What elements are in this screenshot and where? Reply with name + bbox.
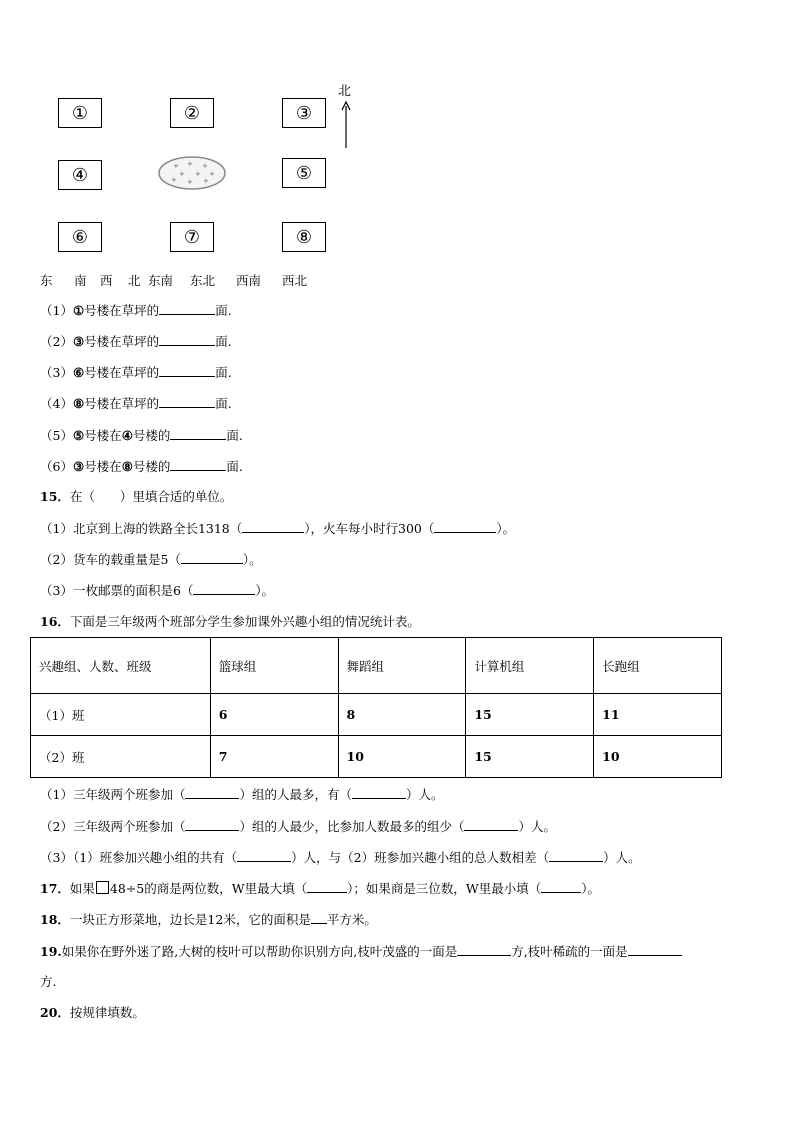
- item-prefix: （5）: [40, 428, 73, 443]
- item-prefix: （4）: [40, 396, 73, 411]
- building-number: ⑧: [72, 396, 85, 411]
- svg-text:+: +: [209, 170, 215, 178]
- q15-sub-1: [40, 520, 515, 537]
- item-text: 号楼的: [132, 459, 171, 474]
- question-text: 如果你在野外迷了路,大树的枝叶可以帮助你识别方向,枝叶茂盛的一面是: [61, 944, 458, 959]
- table-row: [31, 694, 722, 736]
- svg-text:+: +: [171, 176, 177, 184]
- answer-blank[interactable]: [193, 582, 255, 595]
- svg-text:+: +: [202, 162, 208, 170]
- sub-text: ）。: [242, 552, 262, 567]
- building-3-box: [282, 98, 326, 128]
- building-5-box: [282, 158, 326, 188]
- answer-blank[interactable]: [159, 395, 215, 408]
- direction-option: 西南: [236, 273, 262, 288]
- building-5-label: ⑤: [295, 162, 313, 184]
- building-number: ③: [72, 459, 85, 474]
- question-text: ）；如果商是三位数，W里最小填（: [347, 881, 542, 896]
- sub-text: ），火车每小时行300（: [304, 521, 435, 536]
- q16-sub-2: [40, 818, 556, 835]
- question-number: 15．: [40, 489, 70, 504]
- sub-text: （2）三年级两个班参加（: [40, 819, 186, 834]
- building-number: ③: [72, 334, 85, 349]
- answer-blank[interactable]: [159, 333, 215, 346]
- item-prefix: （6）: [40, 459, 73, 474]
- table-cell: 10: [594, 736, 722, 778]
- answer-blank[interactable]: [185, 786, 239, 799]
- item-text: 号楼在草坪的: [84, 396, 160, 411]
- question-text: 方.: [40, 974, 57, 989]
- item-text: 号楼的: [132, 428, 171, 443]
- answer-blank[interactable]: [170, 458, 226, 471]
- svg-text:+: +: [173, 162, 179, 170]
- answer-blank[interactable]: [464, 818, 518, 831]
- q14-item-4: [40, 395, 232, 412]
- sub-text: ）组的人最多，有（: [239, 787, 352, 802]
- item-text: 面.: [226, 428, 243, 443]
- table-header-cell: 兴趣组、人数、班级: [31, 638, 211, 694]
- answer-blank[interactable]: [237, 849, 291, 862]
- item-text: 号楼在草坪的: [84, 334, 160, 349]
- sub-text: ）。: [496, 521, 516, 536]
- table-row: [31, 736, 722, 778]
- direction-option: 东: [40, 273, 53, 288]
- sub-text: （1）北京到上海的铁路全长1318（: [40, 521, 243, 536]
- stats-table: [30, 637, 722, 778]
- q17: [40, 880, 600, 897]
- table-header-cell: 篮球组: [210, 638, 338, 694]
- blank-square-icon: [96, 881, 109, 894]
- table-cell: 10: [338, 736, 466, 778]
- q19: [40, 943, 682, 960]
- building-3-label: ③: [295, 102, 313, 124]
- question-number: 20．: [40, 1005, 70, 1020]
- building-1-label: ①: [71, 102, 89, 124]
- sub-text: ）人。: [603, 850, 641, 865]
- answer-blank[interactable]: [549, 849, 603, 862]
- building-8-label: ⑧: [295, 226, 313, 248]
- answer-blank[interactable]: [159, 302, 215, 315]
- item-prefix: （2）: [40, 334, 73, 349]
- direction-option: 西北: [282, 273, 308, 288]
- question-number: 19.: [40, 944, 62, 959]
- direction-option: 东南: [148, 273, 174, 288]
- sub-text: （3）（1）班参加兴趣小组的共有（: [40, 850, 238, 865]
- sub-text: ）组的人最少，比参加人数最多的组少（: [239, 819, 465, 834]
- q20: [40, 1005, 145, 1021]
- q15-sub-2: [40, 551, 262, 568]
- question-text: 48÷5的商是两位数，W里最大填（: [109, 881, 308, 896]
- building-4-label: ④: [71, 164, 89, 186]
- q18: [40, 911, 377, 928]
- q14-item-2: [40, 333, 232, 350]
- item-text: 面.: [215, 334, 232, 349]
- q16-sub-3: [40, 849, 641, 866]
- lawn-ellipse: [157, 155, 227, 191]
- table-cell: 6: [210, 694, 338, 736]
- item-text: 面.: [215, 365, 232, 380]
- q16-sub-1: [40, 786, 444, 803]
- table-cell: 8: [338, 694, 466, 736]
- north-label: 北: [338, 84, 352, 99]
- answer-blank[interactable]: [628, 943, 682, 956]
- item-text: 号楼在: [84, 428, 122, 443]
- building-2-label: ②: [183, 102, 201, 124]
- svg-text:+: +: [187, 160, 193, 168]
- question-number: 18．: [40, 912, 70, 927]
- q16-title: [40, 614, 420, 630]
- item-text: 面.: [215, 396, 232, 411]
- answer-blank[interactable]: [181, 551, 243, 564]
- question-text: 方,枝叶稀疏的一面是: [511, 944, 628, 959]
- direction-option: 西: [100, 273, 113, 288]
- item-text: 面.: [226, 459, 243, 474]
- q15-title: [40, 489, 232, 505]
- item-prefix: （3）: [40, 365, 73, 380]
- q15-sub-3: [40, 582, 274, 599]
- question-text: 如果: [69, 881, 95, 896]
- building-6-label: ⑥: [71, 226, 89, 248]
- direction-options: [40, 271, 307, 289]
- q14-item-5: [40, 427, 243, 444]
- building-4-box: [58, 160, 102, 190]
- table-cell: 15: [466, 694, 594, 736]
- answer-blank[interactable]: [457, 943, 511, 956]
- sub-text: ）人，与（2）班参加兴趣小组的总人数相差（: [291, 850, 550, 865]
- sub-text: ）人。: [405, 787, 444, 802]
- answer-blank[interactable]: [170, 427, 226, 440]
- answer-blank[interactable]: [541, 880, 581, 893]
- q14-item-1: [40, 302, 232, 319]
- table-header-row: [31, 638, 722, 694]
- table-cell: 7: [210, 736, 338, 778]
- direction-option: 东北: [190, 273, 216, 288]
- sub-text: （2）货车的载重量是5（: [40, 552, 181, 567]
- answer-blank[interactable]: [159, 364, 215, 377]
- sub-text: （1）三年级两个班参加（: [40, 787, 186, 802]
- sub-text: ）。: [255, 583, 275, 598]
- table-header-cell: 计算机组: [466, 638, 594, 694]
- svg-text:+: +: [187, 178, 193, 186]
- table-cell: （1）班: [31, 694, 211, 736]
- table-header-cell: 舞蹈组: [338, 638, 466, 694]
- table-cell: （2）班: [31, 736, 211, 778]
- answer-blank[interactable]: [311, 911, 327, 924]
- item-text: 号楼在草坪的: [84, 303, 160, 318]
- answer-blank[interactable]: [352, 786, 406, 799]
- svg-text:+: +: [203, 177, 209, 185]
- table-header-cell: 长跑组: [594, 638, 722, 694]
- question-number: 16．: [40, 614, 70, 629]
- building-number: ⑧: [121, 459, 133, 474]
- question-text: 在（ ）里填合适的单位。: [69, 489, 233, 504]
- building-8-box: [282, 222, 326, 252]
- answer-blank[interactable]: [307, 880, 347, 893]
- table-cell: 11: [594, 694, 722, 736]
- question-text: 下面是三年级两个班部分学生参加课外兴趣小组的情况统计表。: [69, 614, 420, 629]
- table-cell: 15: [466, 736, 594, 778]
- building-7-label: ⑦: [183, 226, 201, 248]
- svg-text:+: +: [179, 170, 185, 178]
- building-2-box: [170, 98, 214, 128]
- item-prefix: （1）: [40, 303, 73, 318]
- direction-option: 北: [128, 273, 141, 288]
- building-7-box: [170, 222, 214, 252]
- answer-blank[interactable]: [242, 520, 304, 533]
- sub-text: （3）一枚邮票的面积是6（: [40, 583, 194, 598]
- question-number: 17．: [40, 881, 70, 896]
- sub-text: ）人。: [518, 819, 556, 834]
- item-text: 号楼在草坪的: [84, 365, 160, 380]
- answer-blank[interactable]: [185, 818, 239, 831]
- q19-continued: [40, 974, 56, 990]
- building-number: ④: [121, 428, 133, 443]
- question-text: 按规律填数。: [69, 1005, 145, 1020]
- question-text: ）。: [581, 881, 600, 896]
- building-1-box: [58, 98, 102, 128]
- building-number: ⑤: [72, 428, 85, 443]
- q14-item-6: [40, 458, 243, 475]
- building-6-box: [58, 222, 102, 252]
- answer-blank[interactable]: [434, 520, 496, 533]
- question-text: 平方米。: [326, 912, 377, 927]
- north-arrow-icon: [340, 100, 352, 150]
- item-text: 号楼在: [84, 459, 122, 474]
- question-text: 一块正方形菜地，边长是12米，它的面积是: [69, 912, 311, 927]
- building-number: ⑥: [72, 365, 85, 380]
- item-text: 面.: [215, 303, 232, 318]
- direction-option: 南: [74, 273, 87, 288]
- svg-text:+: +: [195, 170, 201, 178]
- q14-item-3: [40, 364, 232, 381]
- building-number: ①: [72, 303, 85, 318]
